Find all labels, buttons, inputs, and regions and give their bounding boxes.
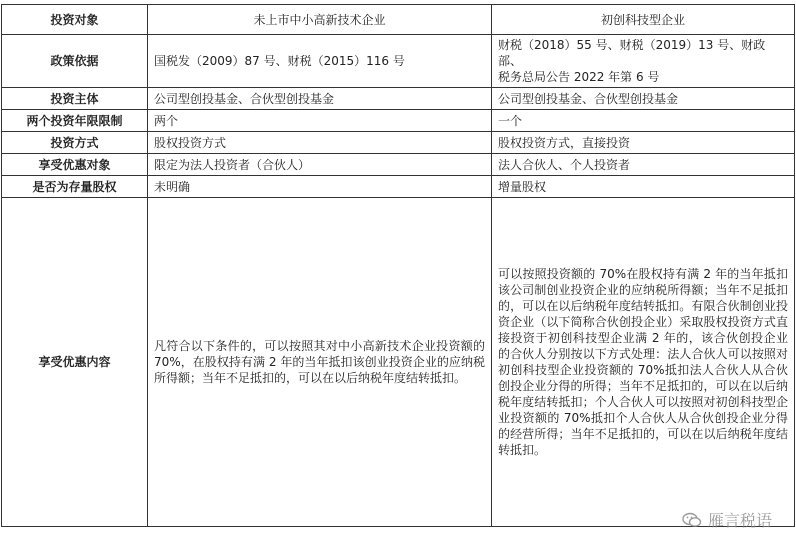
cell-col2: 法人合伙人、个人投资者 <box>492 154 795 176</box>
cell-benefit-content-col2: 可以按照投资额的 70%在股权持有满 2 年的当年抵扣该公司制创业投资企业的应纳税所得额；当年不足抵扣的，可以在以后纳税年度结转抵扣。有限合伙制创业投资企业（以下简称合伙创投企业）采取股权投资方式直接投资于初创科技型企业满 2 年的，该合伙创投企业的合伙人分别按以下方式处理：法人合伙人可以按照对初创科技型企业投资额的 70%抵扣法人合伙人从合伙创投企业分得的所得；当年不足抵扣的，可以在以后纳税年度结转抵扣；个人合伙人可以按照对初创科技型企业投资额的 70%抵扣个人合伙人从合伙创投企业分得的经营所得；当年不足抵扣的，可以在以后纳税年度结转抵扣。 <box>492 198 795 527</box>
watermark <box>682 508 772 531</box>
table-row <box>2 110 795 132</box>
cell-col1: 限定为法人投资者（合伙人） <box>148 154 492 176</box>
header-label: 投资对象 <box>2 5 148 35</box>
table-row <box>2 154 795 176</box>
cell-benefit-content-col1: 凡符合以下条件的，可以按照其对中小高新技术企业投资额的 70%，在股权持有满 2 年的当年抵扣该创业投资企业的应纳税所得额；当年不足抵扣的，可以在以后纳税年度结转抵扣。 <box>148 198 492 527</box>
table-row <box>2 35 795 88</box>
cell-policy-basis-col1: 国税发（2009）87 号、财税（2015）116 号 <box>148 35 492 88</box>
table-row <box>2 176 795 198</box>
cell-col2: 股权投资方式，直接投资 <box>492 132 795 154</box>
row-label: 政策依据 <box>2 35 148 88</box>
cell-policy-basis-col2 <box>492 35 795 88</box>
header-col-startup-tech: 初创科技型企业 <box>492 5 795 35</box>
table-row <box>2 198 795 527</box>
cell-col2: 增量股权 <box>492 176 795 198</box>
basis-line-2: 税务总局公告 2022 年第 6 号 <box>498 70 660 84</box>
row-label: 是否为存量股权 <box>2 176 148 198</box>
row-label: 投资方式 <box>2 132 148 154</box>
wechat-icon <box>682 512 702 528</box>
cell-col1: 两个 <box>148 110 492 132</box>
row-label: 投资主体 <box>2 88 148 110</box>
table-row <box>2 88 795 110</box>
cell-col1: 公司型创投基金、合伙型创投基金 <box>148 88 492 110</box>
table-row <box>2 132 795 154</box>
cell-col2: 一个 <box>492 110 795 132</box>
table-header-row <box>2 5 795 35</box>
row-label: 享受优惠对象 <box>2 154 148 176</box>
cell-col1: 股权投资方式 <box>148 132 492 154</box>
watermark-text: 雁言税语 <box>707 511 772 530</box>
basis-line-1: 财税（2018）55 号、财税（2019）13 号、财政部、 <box>498 38 766 68</box>
row-label: 享受优惠内容 <box>2 198 148 527</box>
header-col-unlisted-smes: 未上市中小高新技术企业 <box>148 5 492 35</box>
row-label: 两个投资年限限制 <box>2 110 148 132</box>
policy-comparison-table <box>1 4 795 527</box>
cell-col2: 公司型创投基金、合伙型创投基金 <box>492 88 795 110</box>
cell-col1: 未明确 <box>148 176 492 198</box>
